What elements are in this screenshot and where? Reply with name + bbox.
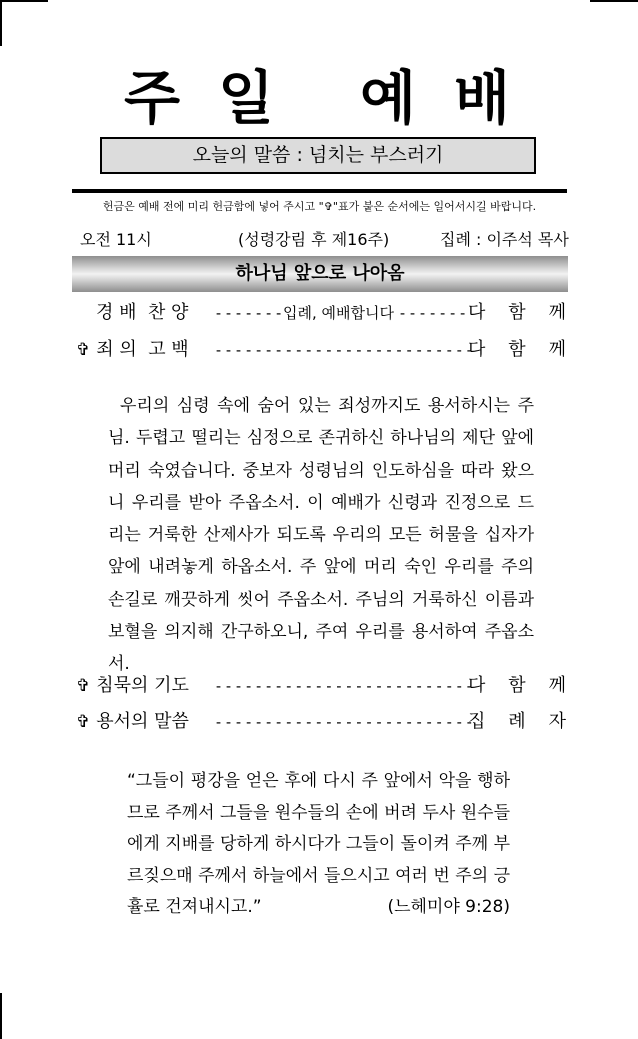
liturgical-season: (성령강림 후 제16주) [238,230,390,249]
crop-mark [0,993,2,1039]
scripture-passage [127,766,510,924]
order-item-leader: 다 함 께 [468,302,566,323]
service-time: 오전 11시 [80,230,152,249]
crop-mark [0,0,2,46]
scripture-text: “그들이 평강을 얻은 후에 다시 주 앞에서 악을 행하므로 주께서 그들을 원수들의 손에 버려 두사 원수들에게 지배를 당하게 하시다가 그들이 돌이켜 주께 부르짖으매 주께서 하늘에서 들으시고 여러 번 주의 긍휼로 건져내시고.” [127,771,510,917]
confession-prayer-text: 우리의 심령 속에 숨어 있는 죄성까지도 용서하시는 주님. 두렵고 떨리는 심정으로 존귀하신 하나님의 제단 앞에 머리 숙였습니다. 중보자 성령님의 인도하심을 따라 왔으니 우리를 받아 주옵소서. 이 예배가 신령과 진정으로 드리는 거룩한 산제사가 되도록 우리의 모든 허물을 십자가 앞에 내려놓게 하옵소서. 주 앞에 머리 숙인 우리를 주의 손길로 깨끗하게 씻어 주옵소서. 주님의 거룩하신 이름과 보혈을 의지해 간구하오니, 주여 우리를 용서하여 주옵소서. [108,396,534,675]
title-char: 주 [123,64,184,132]
section-title-text: 하나님 앞으로 나아옴 [235,263,405,284]
stand-cross-icon: ✞ [76,340,91,360]
order-item-leader: 집 례 자 [468,711,566,732]
scripture-reference: (느헤미야 9:28) [387,897,510,917]
crop-mark [2,0,48,2]
order-item-leader: 다 함 께 [468,675,566,696]
section-title [72,256,568,292]
dash-leader: ------- [214,304,285,322]
title-char: 일 [217,64,278,132]
divider [72,189,567,193]
crop-mark [590,0,638,2]
order-item-name: ✞ 죄 의 고 백 [76,339,189,360]
order-item-name: ✞ 침묵의 기도 [76,675,189,696]
page-title [0,62,638,134]
todays-word-box [100,137,536,174]
order-item-note: 입례, 예배합니다 [283,304,394,322]
officiant: 집례 : 이주석 목사 [440,230,569,249]
stand-cross-icon: ✞ [76,712,91,732]
dash-leader: -------------------------- [214,677,475,695]
order-item-name: ✞ 용서의 말씀 [76,711,189,732]
dash-leader: -------------------------- [214,713,475,731]
order-item [76,300,566,326]
order-item [76,337,566,363]
order-item [76,709,566,735]
title-char: 배 [454,64,515,132]
stand-cross-icon: ✞ [76,676,91,696]
order-item [76,673,566,699]
todays-word: 오늘의 말씀 : 넘치는 부스러기 [192,144,444,166]
dash-leader: -------------------------- [214,341,475,359]
confession-prayer [108,390,534,681]
order-item-leader: 다 함 께 [468,339,566,360]
order-item-name: 경 배 찬 양 [96,302,189,323]
title-char: 예 [360,64,421,132]
dash-leader: ------- [398,304,469,322]
offering-notice: 헌금은 예배 전에 미리 헌금함에 넣어 주시고 "✞"표가 붙은 순서에는 일어서시길 바랍니다. [102,200,537,213]
